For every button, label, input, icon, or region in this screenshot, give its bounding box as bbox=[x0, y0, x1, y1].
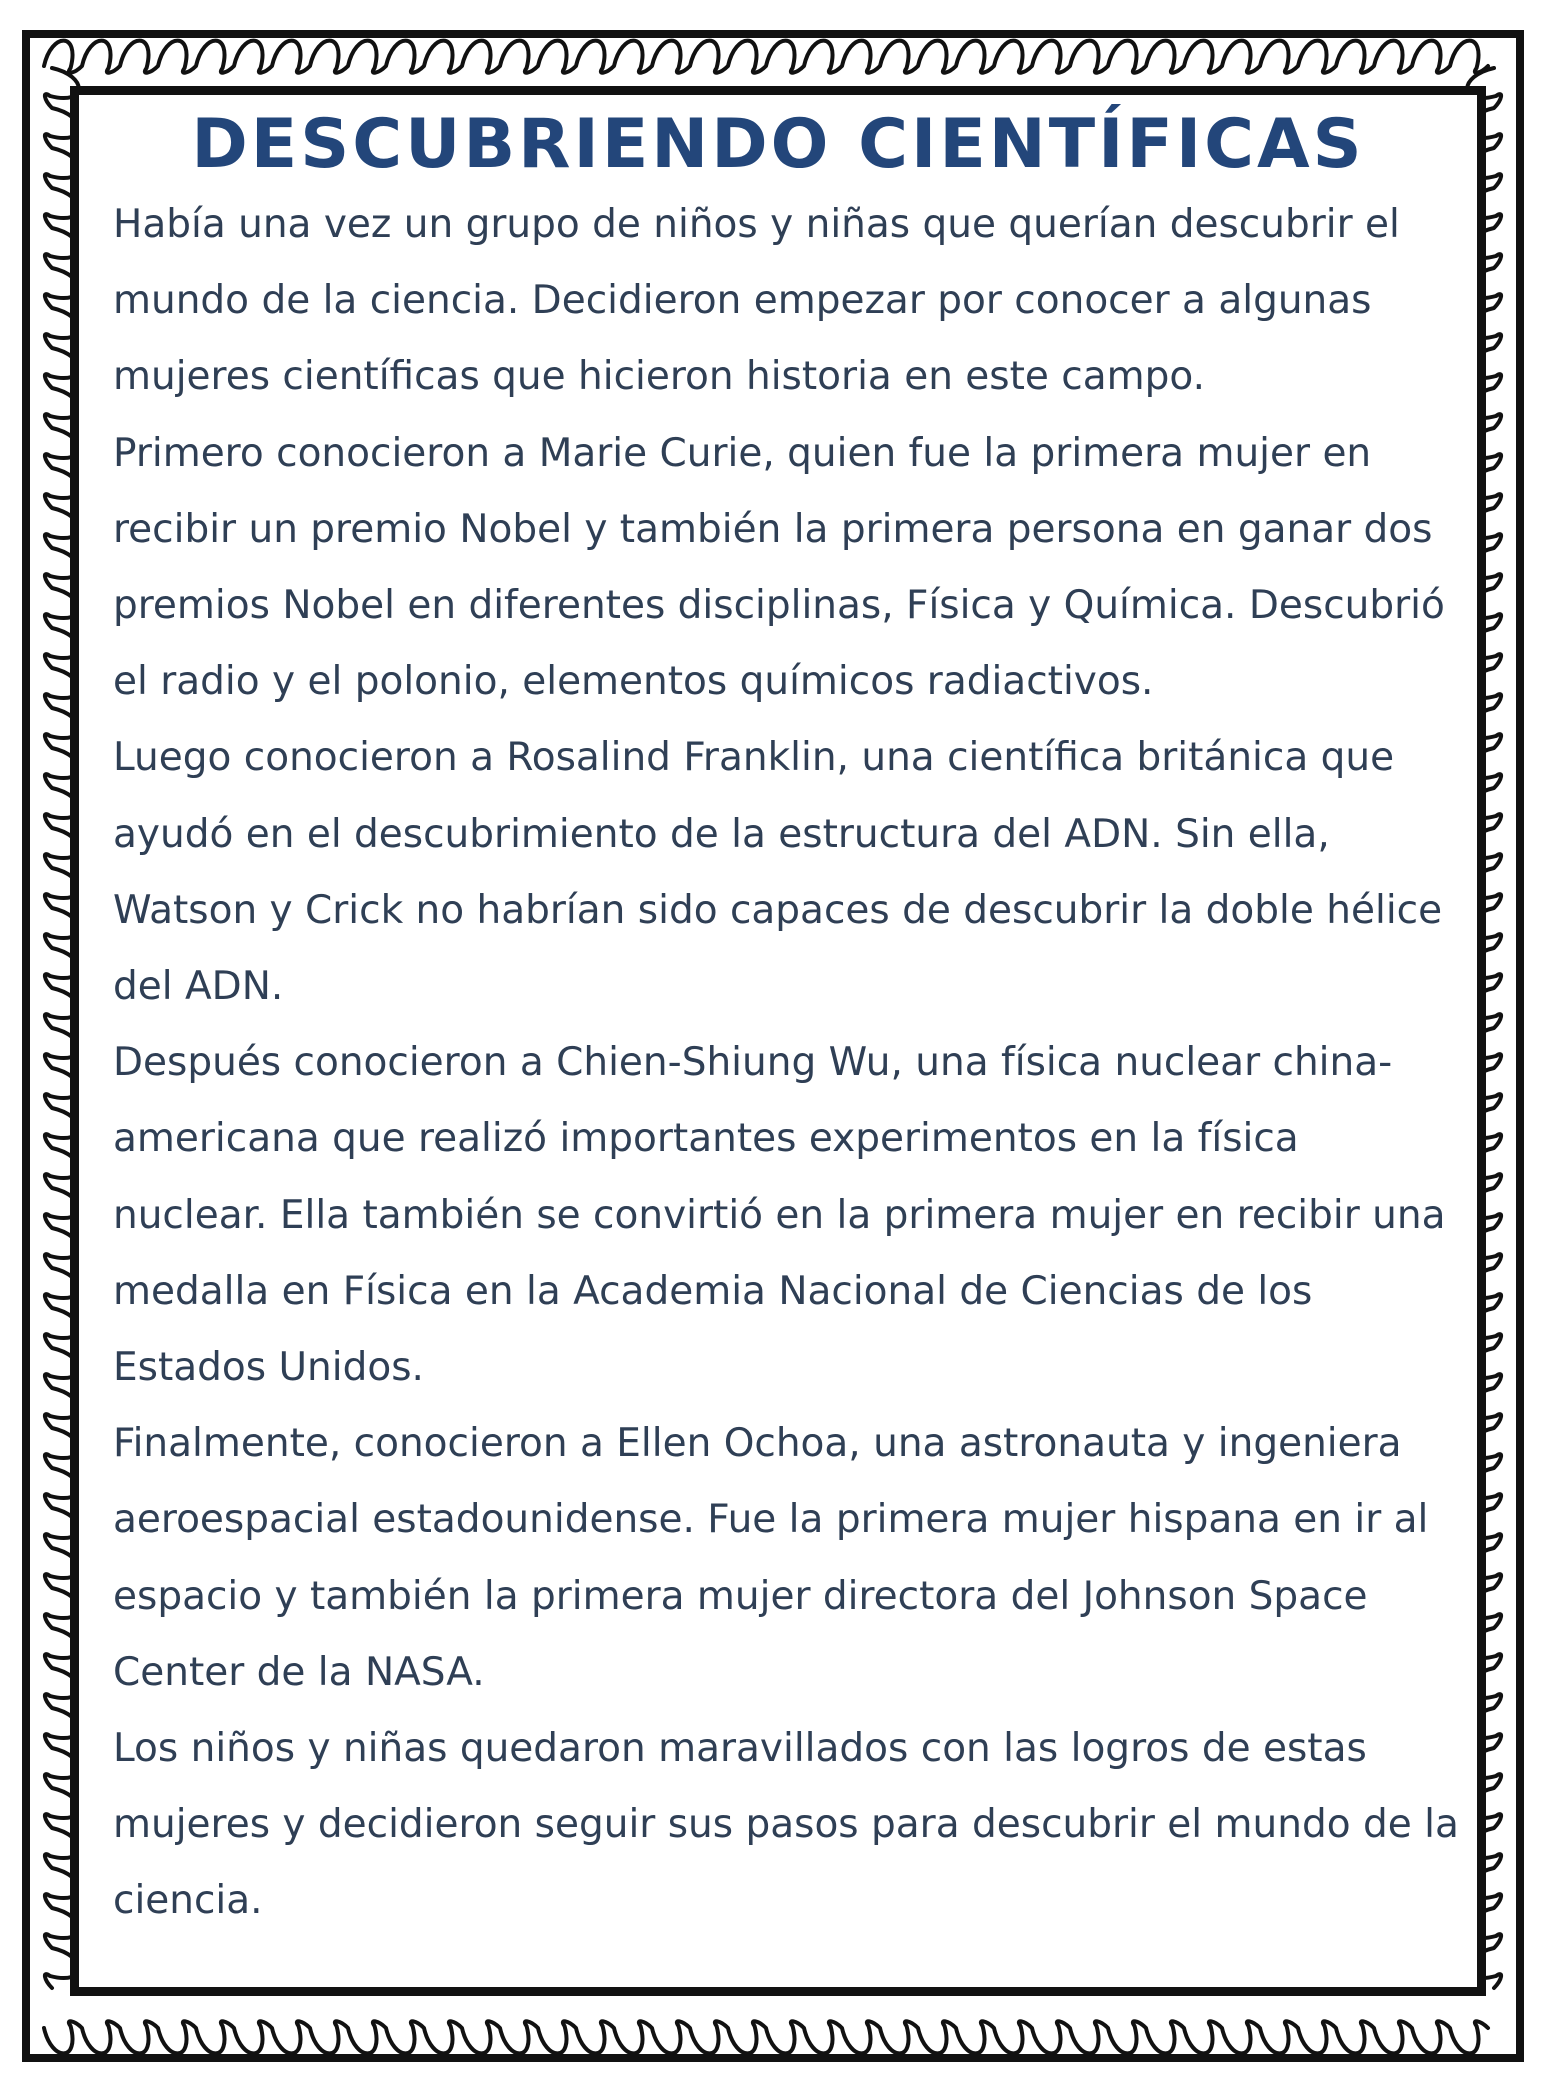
page-title: DESCUBRIENDO CIENTÍFICAS bbox=[191, 105, 1365, 184]
paragraph-ellen-ochoa: Finalmente, conocieron a Ellen Ochoa, una astronauta y ingeniera aeroespacial estadounidense. Fue la primera mujer hispana en ir al espacio y también la primera mujer directora del Johnson Space Center de la NASA. bbox=[113, 1421, 1429, 1695]
paragraph-intro: Había una vez un grupo de niños y niñas que querían descubrir el mundo de la ciencia. Decidieron empezar por conocer a algunas mujeres científicas que hicieron historia en este campo. bbox=[113, 202, 1400, 400]
paragraph-rosalind-franklin: Luego conocieron a Rosalind Franklin, una científica británica que ayudó en el descubrimiento de la estructura del ADN. Sin ella, Watson y Crick no habrían sido capaces de descubrir la doble hélice del ADN. bbox=[113, 735, 1443, 1010]
paragraph-marie-curie: Primero conocieron a Marie Curie, quien fue la primera mujer en recibir un premio Nobel y también la primera persona en ganar dos premios Nobel en diferentes disciplinas, Física y Química. Descubrió el radio y el polonio, elementos químicos radiactivos. bbox=[113, 430, 1445, 705]
doodle-bottom bbox=[44, 2021, 1488, 2053]
doodle-top bbox=[44, 41, 1488, 73]
story-text bbox=[113, 187, 1463, 1940]
paragraph-conclusion: Los niños y niñas quedaron maravillados con las logros de estas mujeres y decidieron seguir sus pasos para descubrir el mundo de la ciencia. bbox=[113, 1726, 1459, 1924]
paragraph-chien-shiung-wu: Después conocieron a Chien-Shiung Wu, una física nuclear china-americana que realizó importantes experimentos en la física nuclear. Ella también se convirtió en la primera mujer en recibir una medalla en Física en la Academia Nacional de Ciencias de los Estados Unidos. bbox=[113, 1040, 1446, 1391]
